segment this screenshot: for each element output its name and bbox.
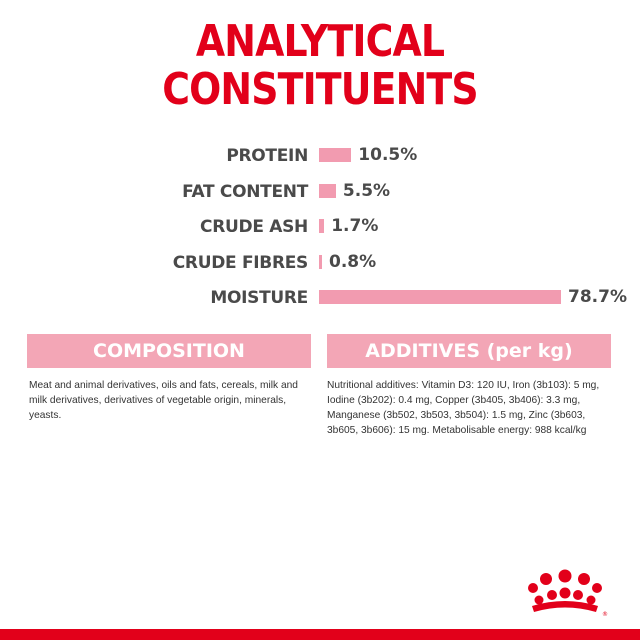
chart-bar: [319, 219, 324, 233]
chart-bar: [319, 184, 336, 198]
chart-category-label: CRUDE FIBRES: [172, 252, 308, 273]
chart-value-label: 78.7%: [568, 287, 627, 307]
composition-header: COMPOSITION: [27, 334, 311, 368]
chart-category-label: MOISTURE: [210, 288, 308, 308]
title-line-2: CONSTITUENTS: [162, 64, 478, 115]
chart-category-label: FAT CONTENT: [182, 181, 308, 202]
chart-value-label: 0.8%: [329, 251, 377, 272]
chart-category-label: PROTEIN: [226, 146, 308, 166]
constituents-bar-chart: [0, 138, 640, 318]
chart-value-label: 10.5%: [358, 145, 418, 165]
composition-text: Meat and animal derivatives, oils and fats, cereals, milk and milk derivatives, derivatives of vegetable origin, minerals, yeasts.: [29, 380, 298, 421]
additives-text: Nutritional additives: Vitamin D3: 120 IU, Iron (3b103): 5 mg, Iodine (3b202): 0.4 mg, Copper (3b405, 3b406): 3.3 mg, Manganese (3b502, 3b503, 3b504): 1.5 mg, Zinc (3b603, 3b605, 3b606): 15 mg. Metabolisable energy: 988 kcal/kg: [327, 380, 600, 436]
chart-row: [0, 280, 640, 316]
chart-row: [0, 245, 640, 281]
additives-header: ADDITIVES (per kg): [327, 334, 611, 368]
chart-row: [0, 138, 640, 174]
page-title: [45, 18, 595, 114]
chart-value-label: 1.7%: [331, 216, 379, 236]
chart-bar: [319, 290, 561, 304]
title-line-1: ANALYTICAL: [195, 16, 445, 67]
chart-category-label: CRUDE ASH: [200, 217, 308, 237]
chart-value-label: 5.5%: [342, 180, 391, 201]
chart-row: [0, 174, 640, 210]
svg-text:®: ®: [602, 611, 608, 618]
royal-canin-crown-icon: [522, 566, 608, 618]
chart-bar: [319, 255, 322, 269]
chart-row: [0, 209, 640, 245]
chart-bar: [319, 148, 351, 162]
brand-bottom-bar: [0, 629, 640, 640]
